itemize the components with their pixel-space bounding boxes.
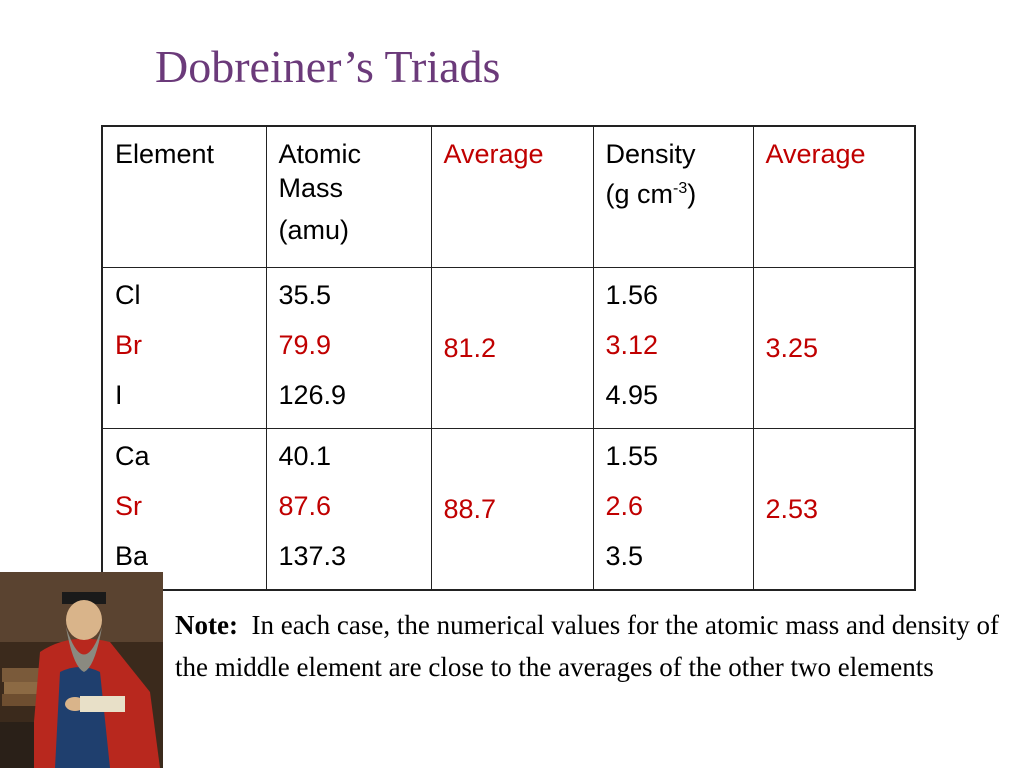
element-cell: Ca Sr Ba bbox=[102, 429, 266, 591]
note-body: In each case, the numerical values for the atomic mass and density of the middle element are close to the averages of the other two elements bbox=[175, 610, 999, 682]
header-element: Element bbox=[102, 126, 266, 268]
triads-table bbox=[101, 125, 916, 591]
density-cell: 1.56 3.12 4.95 bbox=[593, 268, 753, 429]
note-label: Note: bbox=[175, 610, 238, 640]
density-average-cell: 2.53 bbox=[753, 429, 915, 591]
header-density: Density (g $cm^{-3}$) bbox=[593, 126, 753, 268]
mass-average-cell: 88.7 bbox=[431, 429, 593, 591]
density-average-cell: 3.25 bbox=[753, 268, 915, 429]
note-text bbox=[175, 604, 1005, 688]
header-average-density: Average bbox=[753, 126, 915, 268]
mass-average-cell: 81.2 bbox=[431, 268, 593, 429]
table-row bbox=[102, 429, 915, 591]
header-average-mass: Average bbox=[431, 126, 593, 268]
mass-cell: 35.5 79.9 126.9 bbox=[266, 268, 431, 429]
element-cell: Cl Br I bbox=[102, 268, 266, 429]
density-cell: 1.55 2.6 3.5 bbox=[593, 429, 753, 591]
slide-title: Dobreiner’s Triads bbox=[155, 41, 501, 92]
table-header-row bbox=[102, 126, 915, 268]
table-row bbox=[102, 268, 915, 429]
mass-cell: 40.1 87.6 137.3 bbox=[266, 429, 431, 591]
header-atomic-mass: Atomic Mass (amu) bbox=[266, 126, 431, 268]
portrait-image bbox=[0, 572, 163, 768]
